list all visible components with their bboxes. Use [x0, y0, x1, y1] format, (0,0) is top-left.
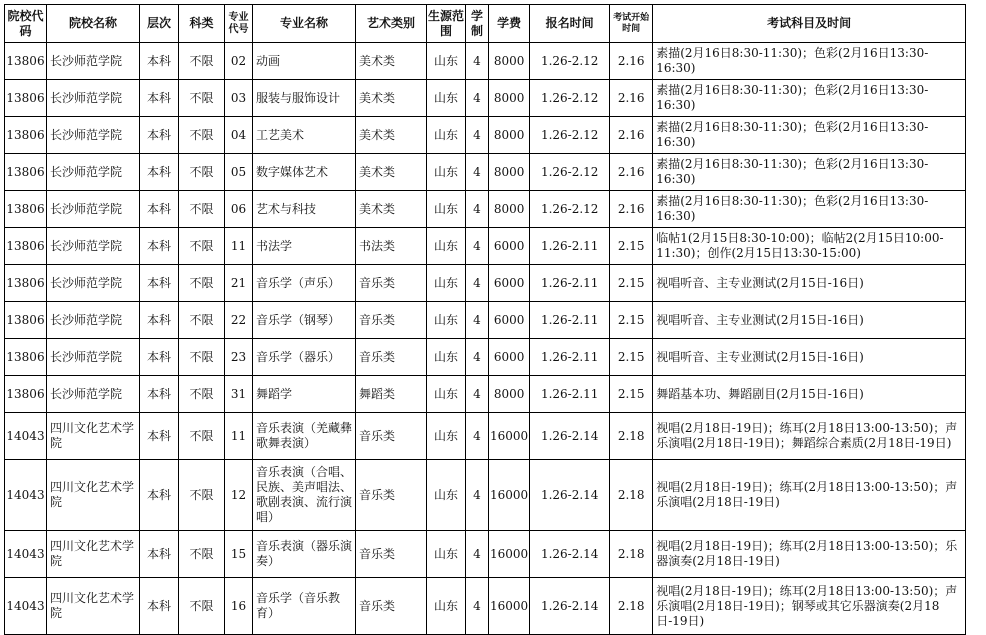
table-row [5, 460, 966, 531]
cell-level: 本科 [140, 376, 179, 413]
header-art-category: 艺术类别 [356, 5, 427, 43]
cell-major-name: 动画 [253, 43, 356, 80]
cell-subject-type: 不限 [179, 339, 225, 376]
cell-registration-time: 1.26-2.12 [530, 80, 610, 117]
cell-major-code: 15 [225, 531, 253, 578]
table-row [5, 376, 966, 413]
cell-level: 本科 [140, 154, 179, 191]
cell-subject-type: 不限 [179, 43, 225, 80]
cell-school-name: 长沙师范学院 [47, 376, 140, 413]
table-row [5, 578, 966, 635]
cell-major-name: 音乐学（器乐） [253, 339, 356, 376]
cell-major-name: 音乐表演（羌藏彝歌舞表演） [253, 413, 356, 460]
cell-tuition: 8000 [489, 191, 530, 228]
cell-exam-start: 2.16 [610, 117, 653, 154]
cell-subject-type: 不限 [179, 154, 225, 191]
cell-school-code: 14043 [5, 413, 47, 460]
cell-tuition: 8000 [489, 154, 530, 191]
cell-subject-type: 不限 [179, 191, 225, 228]
header-level: 层次 [140, 5, 179, 43]
cell-major-code: 16 [225, 578, 253, 635]
cell-level: 本科 [140, 460, 179, 531]
cell-school-name: 长沙师范学院 [47, 228, 140, 265]
table-row [5, 531, 966, 578]
header-exam-subjects: 考试科目及时间 [653, 5, 966, 43]
header-row [5, 5, 966, 43]
cell-school-code: 14043 [5, 460, 47, 531]
cell-source-region: 山东 [427, 191, 466, 228]
cell-source-region: 山东 [427, 376, 466, 413]
cell-art-category: 音乐类 [356, 531, 427, 578]
cell-source-region: 山东 [427, 154, 466, 191]
cell-tuition: 6000 [489, 339, 530, 376]
cell-subject-type: 不限 [179, 460, 225, 531]
cell-level: 本科 [140, 191, 179, 228]
cell-major-code: 22 [225, 302, 253, 339]
cell-major-code: 06 [225, 191, 253, 228]
cell-major-name: 服装与服饰设计 [253, 80, 356, 117]
admissions-table [4, 4, 966, 635]
cell-major-code: 12 [225, 460, 253, 531]
cell-subject-type: 不限 [179, 413, 225, 460]
cell-subject-type: 不限 [179, 80, 225, 117]
table-row [5, 265, 966, 302]
cell-subject-type: 不限 [179, 376, 225, 413]
cell-source-region: 山东 [427, 80, 466, 117]
cell-registration-time: 1.26-2.11 [530, 376, 610, 413]
cell-exam-subjects: 视唱(2月18日-19日)；练耳(2月18日13:00-13:50)；声乐演唱(2月18日-19日) [653, 460, 966, 531]
cell-major-code: 11 [225, 228, 253, 265]
cell-school-name: 四川文化艺术学院 [47, 460, 140, 531]
cell-tuition: 8000 [489, 376, 530, 413]
cell-art-category: 美术类 [356, 117, 427, 154]
cell-exam-start: 2.15 [610, 302, 653, 339]
cell-major-name: 工艺美术 [253, 117, 356, 154]
cell-registration-time: 1.26-2.12 [530, 117, 610, 154]
cell-school-code: 13806 [5, 302, 47, 339]
cell-level: 本科 [140, 80, 179, 117]
table-row [5, 80, 966, 117]
cell-major-code: 31 [225, 376, 253, 413]
cell-exam-subjects: 素描(2月16日8:30-11:30)；色彩(2月16日13:30-16:30) [653, 191, 966, 228]
cell-school-code: 13806 [5, 376, 47, 413]
cell-registration-time: 1.26-2.11 [530, 302, 610, 339]
cell-major-code: 03 [225, 80, 253, 117]
cell-source-region: 山东 [427, 117, 466, 154]
cell-exam-start: 2.15 [610, 376, 653, 413]
header-major-name: 专业名称 [253, 5, 356, 43]
admissions-table-container [4, 4, 966, 635]
cell-tuition: 8000 [489, 117, 530, 154]
cell-source-region: 山东 [427, 460, 466, 531]
cell-subject-type: 不限 [179, 578, 225, 635]
cell-duration: 4 [466, 154, 489, 191]
cell-registration-time: 1.26-2.14 [530, 413, 610, 460]
cell-registration-time: 1.26-2.11 [530, 265, 610, 302]
cell-level: 本科 [140, 578, 179, 635]
cell-exam-subjects: 素描(2月16日8:30-11:30)；色彩(2月16日13:30-16:30) [653, 43, 966, 80]
cell-exam-start: 2.16 [610, 191, 653, 228]
cell-registration-time: 1.26-2.12 [530, 154, 610, 191]
cell-tuition: 8000 [489, 80, 530, 117]
cell-exam-subjects: 视唱(2月18日-19日)；练耳(2月18日13:00-13:50)；声乐演唱(2月18日-19日)；舞蹈综合素质(2月18日-19日) [653, 413, 966, 460]
cell-school-name: 长沙师范学院 [47, 339, 140, 376]
cell-major-name: 音乐学（音乐教育） [253, 578, 356, 635]
table-row [5, 191, 966, 228]
cell-subject-type: 不限 [179, 531, 225, 578]
table-row [5, 302, 966, 339]
cell-art-category: 舞蹈类 [356, 376, 427, 413]
cell-level: 本科 [140, 265, 179, 302]
cell-subject-type: 不限 [179, 265, 225, 302]
cell-duration: 4 [466, 460, 489, 531]
cell-exam-subjects: 视唱听音、主专业测试(2月15日-16日) [653, 265, 966, 302]
cell-registration-time: 1.26-2.14 [530, 460, 610, 531]
cell-school-name: 长沙师范学院 [47, 302, 140, 339]
cell-major-name: 音乐表演（合唱、民族、美声唱法、歌剧表演、流行演唱） [253, 460, 356, 531]
cell-art-category: 美术类 [356, 154, 427, 191]
cell-major-code: 02 [225, 43, 253, 80]
cell-source-region: 山东 [427, 302, 466, 339]
cell-duration: 4 [466, 191, 489, 228]
cell-exam-start: 2.15 [610, 339, 653, 376]
cell-source-region: 山东 [427, 413, 466, 460]
cell-school-name: 长沙师范学院 [47, 80, 140, 117]
cell-duration: 4 [466, 578, 489, 635]
cell-exam-subjects: 视唱听音、主专业测试(2月15日-16日) [653, 339, 966, 376]
header-major-code: 专业代号 [225, 5, 253, 43]
cell-art-category: 书法类 [356, 228, 427, 265]
cell-subject-type: 不限 [179, 302, 225, 339]
cell-exam-subjects: 素描(2月16日8:30-11:30)；色彩(2月16日13:30-16:30) [653, 117, 966, 154]
cell-duration: 4 [466, 43, 489, 80]
cell-source-region: 山东 [427, 43, 466, 80]
header-school-code: 院校代码 [5, 5, 47, 43]
cell-duration: 4 [466, 531, 489, 578]
cell-registration-time: 1.26-2.14 [530, 531, 610, 578]
cell-art-category: 美术类 [356, 191, 427, 228]
cell-art-category: 音乐类 [356, 413, 427, 460]
cell-school-code: 13806 [5, 154, 47, 191]
header-duration: 学制 [466, 5, 489, 43]
cell-exam-start: 2.16 [610, 154, 653, 191]
cell-exam-subjects: 素描(2月16日8:30-11:30)；色彩(2月16日13:30-16:30) [653, 80, 966, 117]
header-source-region: 生源范围 [427, 5, 466, 43]
cell-level: 本科 [140, 302, 179, 339]
cell-tuition: 6000 [489, 228, 530, 265]
cell-duration: 4 [466, 339, 489, 376]
cell-duration: 4 [466, 80, 489, 117]
header-subject-type: 科类 [179, 5, 225, 43]
header-registration-time: 报名时间 [530, 5, 610, 43]
cell-subject-type: 不限 [179, 228, 225, 265]
cell-school-name: 长沙师范学院 [47, 43, 140, 80]
cell-school-name: 长沙师范学院 [47, 117, 140, 154]
cell-school-name: 四川文化艺术学院 [47, 531, 140, 578]
table-row [5, 43, 966, 80]
cell-art-category: 音乐类 [356, 460, 427, 531]
cell-level: 本科 [140, 43, 179, 80]
cell-school-code: 13806 [5, 191, 47, 228]
cell-level: 本科 [140, 117, 179, 154]
cell-art-category: 音乐类 [356, 578, 427, 635]
cell-major-name: 音乐学（钢琴） [253, 302, 356, 339]
cell-major-name: 书法学 [253, 228, 356, 265]
cell-exam-subjects: 舞蹈基本功、舞蹈剧目(2月15日-16日) [653, 376, 966, 413]
cell-school-name: 长沙师范学院 [47, 191, 140, 228]
cell-exam-start: 2.18 [610, 413, 653, 460]
cell-exam-start: 2.18 [610, 531, 653, 578]
cell-level: 本科 [140, 339, 179, 376]
cell-source-region: 山东 [427, 228, 466, 265]
cell-source-region: 山东 [427, 339, 466, 376]
cell-registration-time: 1.26-2.11 [530, 339, 610, 376]
cell-school-code: 13806 [5, 117, 47, 154]
cell-exam-start: 2.18 [610, 578, 653, 635]
cell-exam-start: 2.15 [610, 265, 653, 302]
cell-tuition: 16000 [489, 413, 530, 460]
cell-art-category: 音乐类 [356, 265, 427, 302]
cell-level: 本科 [140, 413, 179, 460]
cell-exam-start: 2.16 [610, 80, 653, 117]
header-exam-start: 考试开始时间 [610, 5, 653, 43]
table-row [5, 154, 966, 191]
cell-duration: 4 [466, 228, 489, 265]
cell-registration-time: 1.26-2.14 [530, 578, 610, 635]
cell-level: 本科 [140, 228, 179, 265]
cell-school-code: 13806 [5, 265, 47, 302]
table-row [5, 339, 966, 376]
cell-major-code: 04 [225, 117, 253, 154]
cell-major-name: 音乐学（声乐） [253, 265, 356, 302]
cell-exam-start: 2.15 [610, 228, 653, 265]
cell-tuition: 16000 [489, 578, 530, 635]
cell-major-code: 05 [225, 154, 253, 191]
cell-tuition: 6000 [489, 265, 530, 302]
cell-exam-start: 2.18 [610, 460, 653, 531]
cell-source-region: 山东 [427, 265, 466, 302]
cell-duration: 4 [466, 117, 489, 154]
cell-tuition: 8000 [489, 43, 530, 80]
cell-major-code: 11 [225, 413, 253, 460]
cell-duration: 4 [466, 265, 489, 302]
cell-school-name: 长沙师范学院 [47, 154, 140, 191]
cell-school-code: 13806 [5, 43, 47, 80]
cell-school-name: 长沙师范学院 [47, 265, 140, 302]
cell-art-category: 音乐类 [356, 302, 427, 339]
cell-major-code: 23 [225, 339, 253, 376]
cell-subject-type: 不限 [179, 117, 225, 154]
cell-exam-subjects: 临帖1(2月15日8:30-10:00)；临帖2(2月15日10:00-11:30)；创作(2月15日13:30-15:00) [653, 228, 966, 265]
cell-exam-start: 2.16 [610, 43, 653, 80]
header-tuition: 学费 [489, 5, 530, 43]
cell-registration-time: 1.26-2.11 [530, 228, 610, 265]
cell-major-code: 21 [225, 265, 253, 302]
cell-art-category: 音乐类 [356, 339, 427, 376]
cell-art-category: 美术类 [356, 80, 427, 117]
cell-registration-time: 1.26-2.12 [530, 43, 610, 80]
cell-school-code: 14043 [5, 531, 47, 578]
cell-school-code: 14043 [5, 578, 47, 635]
cell-exam-subjects: 视唱(2月18日-19日)；练耳(2月18日13:00-13:50)；乐器演奏(2月18日-19日) [653, 531, 966, 578]
cell-tuition: 16000 [489, 531, 530, 578]
cell-major-name: 音乐表演（器乐演奏） [253, 531, 356, 578]
cell-exam-subjects: 视唱听音、主专业测试(2月15日-16日) [653, 302, 966, 339]
cell-major-name: 舞蹈学 [253, 376, 356, 413]
cell-tuition: 6000 [489, 302, 530, 339]
cell-school-code: 13806 [5, 80, 47, 117]
cell-tuition: 16000 [489, 460, 530, 531]
cell-major-name: 数字媒体艺术 [253, 154, 356, 191]
cell-major-name: 艺术与科技 [253, 191, 356, 228]
cell-duration: 4 [466, 302, 489, 339]
cell-art-category: 美术类 [356, 43, 427, 80]
cell-school-code: 13806 [5, 228, 47, 265]
cell-source-region: 山东 [427, 531, 466, 578]
cell-school-name: 四川文化艺术学院 [47, 578, 140, 635]
cell-school-code: 13806 [5, 339, 47, 376]
cell-registration-time: 1.26-2.12 [530, 191, 610, 228]
cell-school-name: 四川文化艺术学院 [47, 413, 140, 460]
table-row [5, 117, 966, 154]
table-row [5, 228, 966, 265]
cell-source-region: 山东 [427, 578, 466, 635]
cell-level: 本科 [140, 531, 179, 578]
cell-duration: 4 [466, 413, 489, 460]
cell-exam-subjects: 素描(2月16日8:30-11:30)；色彩(2月16日13:30-16:30) [653, 154, 966, 191]
cell-exam-subjects: 视唱(2月18日-19日)；练耳(2月18日13:00-13:50)；声乐演唱(2月18日-19日)；钢琴或其它乐器演奏(2月18日-19日) [653, 578, 966, 635]
cell-duration: 4 [466, 376, 489, 413]
table-row [5, 413, 966, 460]
header-school-name: 院校名称 [47, 5, 140, 43]
